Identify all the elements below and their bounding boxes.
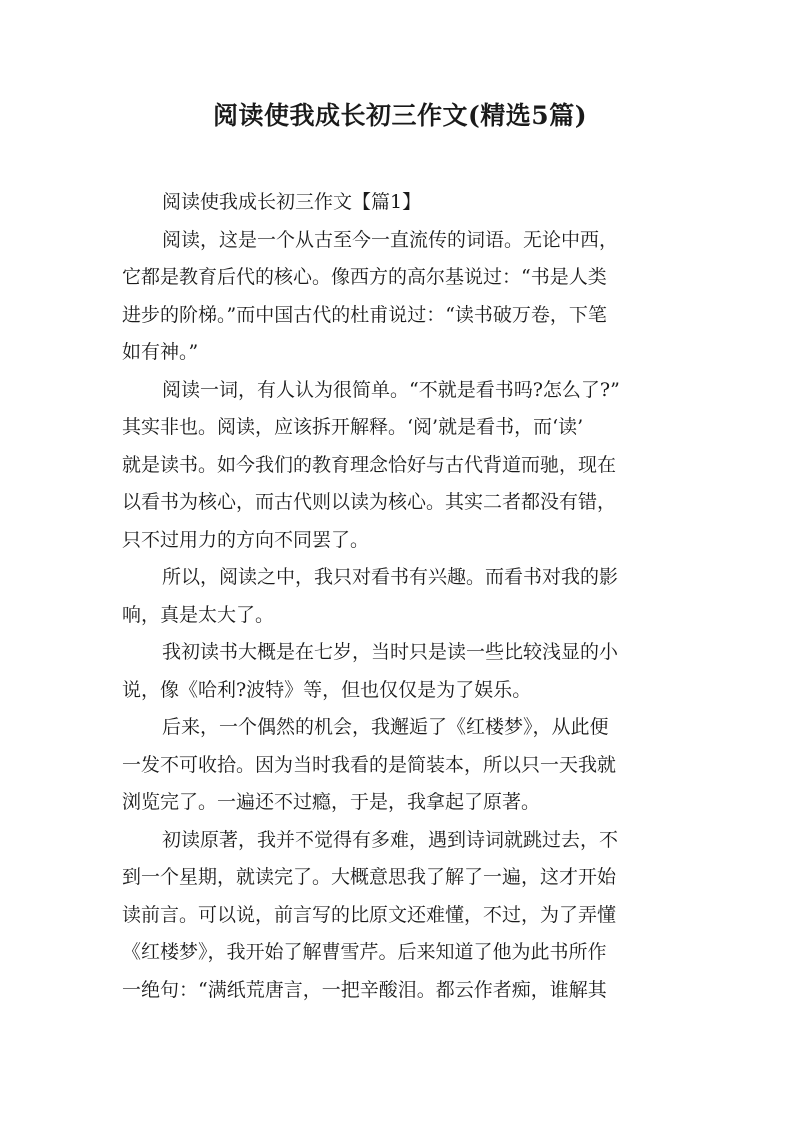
paragraph-line: 说，像《哈利?波特》等，但也仅仅是为了娱乐。: [122, 678, 532, 701]
paragraph-line: 我初读书大概是在七岁，当时只是读一些比较浅显的小: [162, 641, 619, 663]
paragraph-4: [122, 634, 682, 709]
paragraph-line: 所以，阅读之中，我只对看书有兴趣。而看书对我的影: [162, 566, 619, 588]
paragraph-line: 《红楼梦》，我开始了解曹雪芹。后来知道了他为此书所作: [122, 941, 607, 963]
paragraph-line: 一绝句：“满纸荒唐言，一把辛酸泪。都云作者痴，谁解其: [122, 978, 607, 1001]
paragraph-line: 就是读书。如今我们的教育理念恰好与古代背道而驰，现在: [122, 453, 617, 476]
paragraph-line: 响，真是太大了。: [122, 603, 275, 626]
document-title: 阅读使我成长初三作文(精选5篇): [212, 101, 588, 130]
paragraph-line: 以看书为核心，而古代则以读为核心。其实二者都没有错，: [122, 491, 617, 513]
paragraph-2: [122, 372, 682, 560]
paragraph-line: 进步的阶梯。”而中国古代的杜甫说过：“读书破万卷，下笔: [122, 303, 607, 326]
document-body: [122, 184, 682, 1009]
paragraph-line: 后来，一个偶然的机会，我邂逅了《红楼梦》，从此便: [162, 716, 609, 738]
paragraph-line: 阅读一词，有人认为很简单。“不就是看书吗?怎么了?”: [162, 378, 620, 401]
paragraph-5: [122, 709, 682, 822]
paragraph-line: 阅读，这是一个从古至今一直流传的词语。无论中西，: [162, 228, 619, 251]
paragraph-line: 浏览完了。一遍还不过瘾，于是，我拿起了原著。: [122, 791, 541, 813]
paragraph-line: 它都是教育后代的核心。像西方的高尔基说过：“书是人类: [122, 266, 607, 288]
paragraph-line: 其实非也。阅读，应该拆开解释。‘阅’就是看书，而‘读’: [122, 416, 584, 438]
paragraph-line: 到一个星期，就读完了。大概意思我了解了一遍，这才开始: [122, 866, 617, 888]
paragraph-6: [122, 822, 682, 1010]
paragraph-3: [122, 559, 682, 634]
paragraph-line: 读前言。可以说，前言写的比原文还难懂，不过，为了弄懂: [122, 903, 617, 926]
paragraph-line: 如有神。”: [122, 341, 199, 363]
paragraph-line: 一发不可收拾。因为当时我看的是简装本，所以只一天我就: [122, 753, 617, 776]
paragraph-line: 初读原著，我并不觉得有多难，遇到诗词就跳过去，不: [162, 828, 619, 851]
paragraph-line: 只不过用力的方向不同罢了。: [122, 528, 370, 551]
paragraph-1: [122, 222, 682, 372]
section-heading: 阅读使我成长初三作文【篇1】: [162, 191, 422, 213]
